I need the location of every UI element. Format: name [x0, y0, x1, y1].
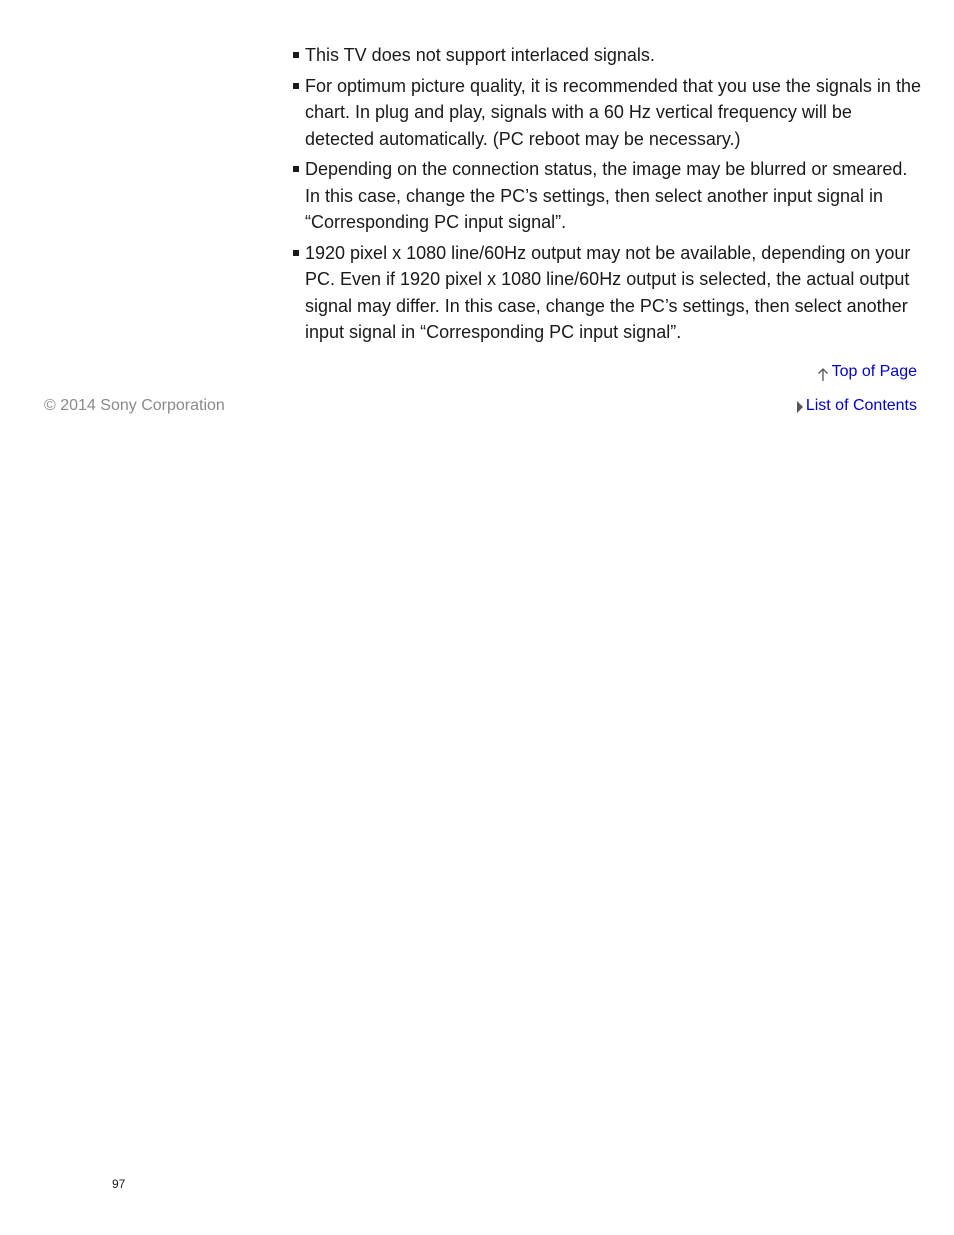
bullet-icon [293, 166, 299, 172]
note-text: This TV does not support interlaced signals. [305, 45, 655, 65]
bullet-icon [293, 250, 299, 256]
list-of-contents-label[interactable]: List of Contents [805, 397, 917, 414]
note-item [292, 240, 922, 346]
bullet-icon [293, 52, 299, 58]
top-of-page-link[interactable] [817, 363, 917, 381]
copyright-text: © 2014 Sony Corporation [44, 397, 225, 414]
note-item [292, 42, 922, 69]
note-text: 1920 pixel x 1080 line/60Hz output may not be available, depending on your PC. Even if 1920 pixel x 1080 line/60Hz output is selected, the actual output signal may differ. In this case, change the PC’s settings, then select another input signal in “Corresponding PC input signal”. [305, 242, 911, 342]
note-item [292, 156, 922, 236]
page-number: 97 [112, 1177, 126, 1191]
triangle-right-icon [797, 401, 803, 413]
notes-list [292, 42, 922, 350]
bullet-icon [293, 83, 299, 89]
list-of-contents-link[interactable] [797, 397, 917, 415]
up-arrow-icon [817, 367, 829, 381]
note-item [292, 73, 922, 153]
top-of-page-label[interactable]: Top of Page [831, 363, 917, 380]
note-text: Depending on the connection status, the image may be blurred or smeared. In this case, change the PC’s settings, then select another input signal in “Corresponding PC input signal”. [305, 159, 908, 232]
note-text: For optimum picture quality, it is recommended that you use the signals in the chart. In plug and play, signals with a 60 Hz vertical frequency will be detected automatically. (PC reboot may be necessary.) [305, 75, 921, 149]
